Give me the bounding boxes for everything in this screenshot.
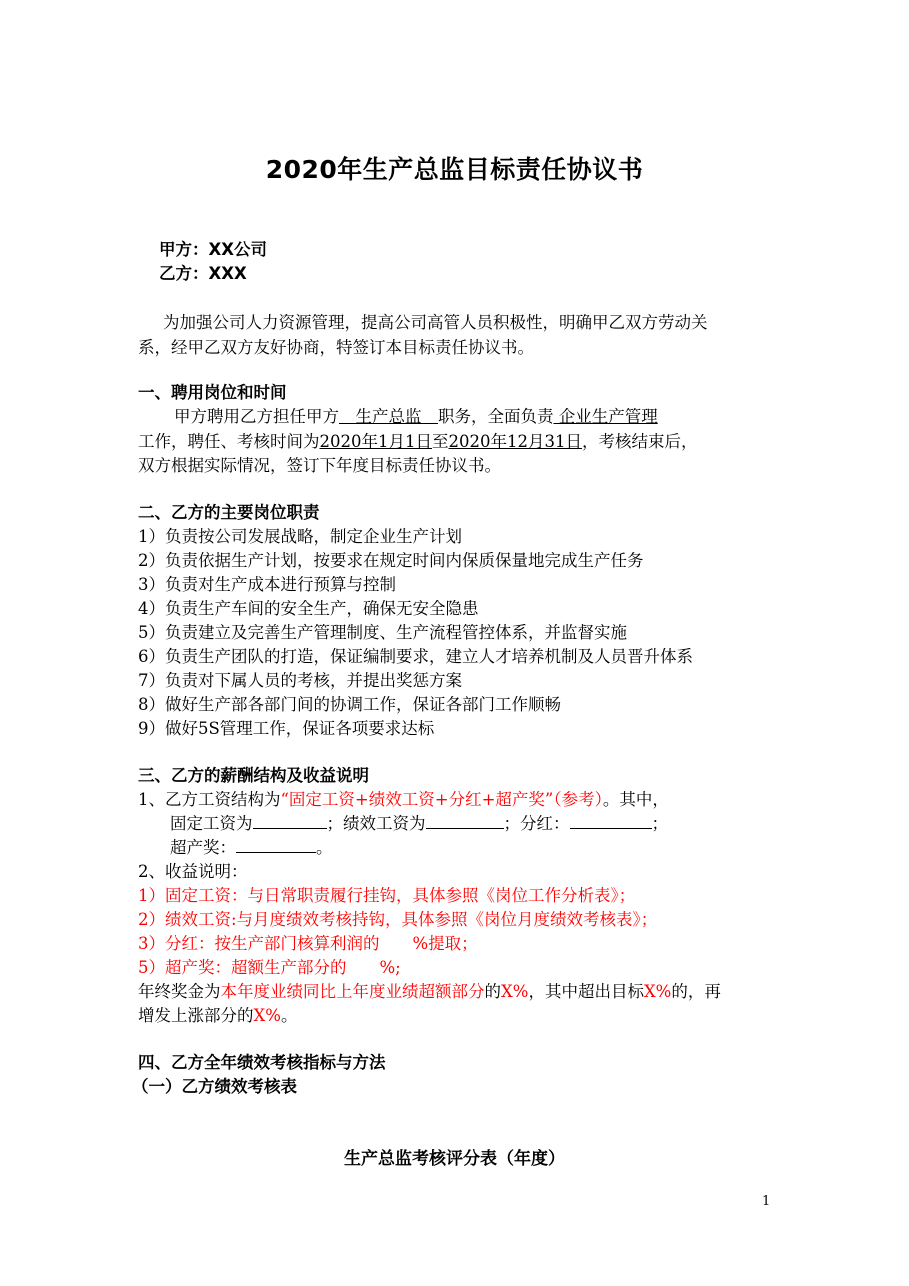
position-value: 生产总监 <box>339 407 438 426</box>
duty-item: 8）做好生产部各部门间的协调工作，保证各部门工作顺畅 <box>138 695 561 714</box>
text: 1、乙方工资结构为 <box>138 790 281 809</box>
section-1-para-line-3: 双方根据实际情况，签订下年度目标责任协议书。 <box>138 456 501 475</box>
year-end-line-2 <box>138 1005 297 1027</box>
income-heading: 2、收益说明： <box>138 862 248 881</box>
income-item: 3）分红：按生产部门核算利润的 %提取； <box>138 934 478 953</box>
overprod-label: 超产奖： <box>170 838 236 857</box>
period: 。 <box>316 838 333 857</box>
semi: ； <box>651 814 668 833</box>
duty-item: 4）负责生产车间的安全生产，确保无安全隐患 <box>138 599 479 618</box>
page-title: 2020年生产总监目标责任协议书 <box>265 155 644 184</box>
section-1-para-line-2 <box>138 431 697 453</box>
text: 职务，全面负责 <box>438 407 554 426</box>
text: 年终奖金为 <box>138 982 221 1001</box>
income-item: 2）绩效工资:与月度绩效考核持钩，具体参照《岗位月度绩效考核表》； <box>138 910 658 929</box>
salary-formula: “固定工资+绩效工资+分红+超产奖”（参考） <box>280 790 603 809</box>
percent: X% <box>501 982 529 1001</box>
perf-label: ；绩效工资为 <box>326 814 426 833</box>
party-a: 甲方：XX公司 <box>159 240 267 259</box>
bonus-blank <box>570 813 652 829</box>
duty-item: 9）做好5S管理工作，保证各项要求达标 <box>138 719 435 738</box>
year-end-line-1 <box>138 981 721 1003</box>
duty-item: 6）负责生产团队的打造，保证编制要求，建立人才培养机制及人员晋升体系 <box>138 647 693 666</box>
duty-item: 1）负责按公司发展战略，制定企业生产计划 <box>138 527 462 546</box>
text: ，其中超出目标 <box>528 982 644 1001</box>
percent: X% <box>253 1006 281 1025</box>
text: 的，再 <box>671 982 721 1001</box>
section-3-heading: 三、乙方的薪酬结构及收益说明 <box>138 766 369 785</box>
perf-salary-blank <box>426 813 504 829</box>
income-item: 1）固定工资：与日常职责履行挂钩，具体参照《岗位工作分析表》； <box>138 886 636 905</box>
salary-blanks <box>170 813 668 835</box>
text: 。 <box>280 1006 298 1025</box>
income-item: 5）超产奖：超额生产部分的 %; <box>138 958 401 977</box>
text: 本年度业绩同比上年度业绩超额部分 <box>220 982 485 1001</box>
section-4-heading: 四、乙方全年绩效考核指标与方法 <box>138 1053 386 1072</box>
text: 至 <box>432 432 449 451</box>
duty-item: 7）负责对下属人员的考核，并提出奖惩方案 <box>138 671 462 690</box>
text: 工作，聘任、考核时间为 <box>138 432 320 451</box>
responsibility-value: 企业生产管理 <box>553 407 658 426</box>
text: 。其中， <box>602 790 669 809</box>
overprod-blank-line <box>170 837 333 859</box>
section-4-subheading: （一）乙方绩效考核表 <box>132 1077 297 1096</box>
section-2-heading: 二、乙方的主要岗位职责 <box>138 503 320 522</box>
party-b: 乙方：XXX <box>159 264 247 283</box>
intro-line-1: 为加强公司人力资源管理，提高公司高管人员积极性，明确甲乙双方劳动关 <box>163 313 708 332</box>
text: 的 <box>484 982 501 1001</box>
fixed-salary-blank <box>253 813 327 829</box>
bonus-label: ；分红： <box>503 814 570 833</box>
text: 增发上涨部分的 <box>138 1006 254 1025</box>
page-number: 1 <box>762 1194 771 1209</box>
salary-structure <box>138 789 669 811</box>
duty-item: 5）负责建立及完善生产管理制度、生产流程管控体系，并监督实施 <box>138 623 627 642</box>
text: 甲方聘用乙方担任甲方 <box>174 407 339 426</box>
text: ，考核结束后， <box>581 432 698 451</box>
start-date: 2020年1月1日 <box>319 432 432 451</box>
table-title: 生产总监考核评分表（年度） <box>344 1149 565 1169</box>
overprod-blank <box>236 837 316 853</box>
duty-item: 2）负责依据生产计划，按要求在规定时间内保质保量地完成生产任务 <box>138 551 644 570</box>
section-1-heading: 一、聘用岗位和时间 <box>138 383 287 402</box>
intro-line-2: 系，经甲乙双方友好协商，特签订本目标责任协议书。 <box>138 338 534 357</box>
section-1-para-line-1 <box>174 406 658 428</box>
duty-item: 3）负责对生产成本进行预算与控制 <box>138 575 396 594</box>
percent: X% <box>643 982 672 1001</box>
end-date: 2020年12月31日 <box>448 432 582 451</box>
fixed-label: 固定工资为 <box>170 814 253 833</box>
